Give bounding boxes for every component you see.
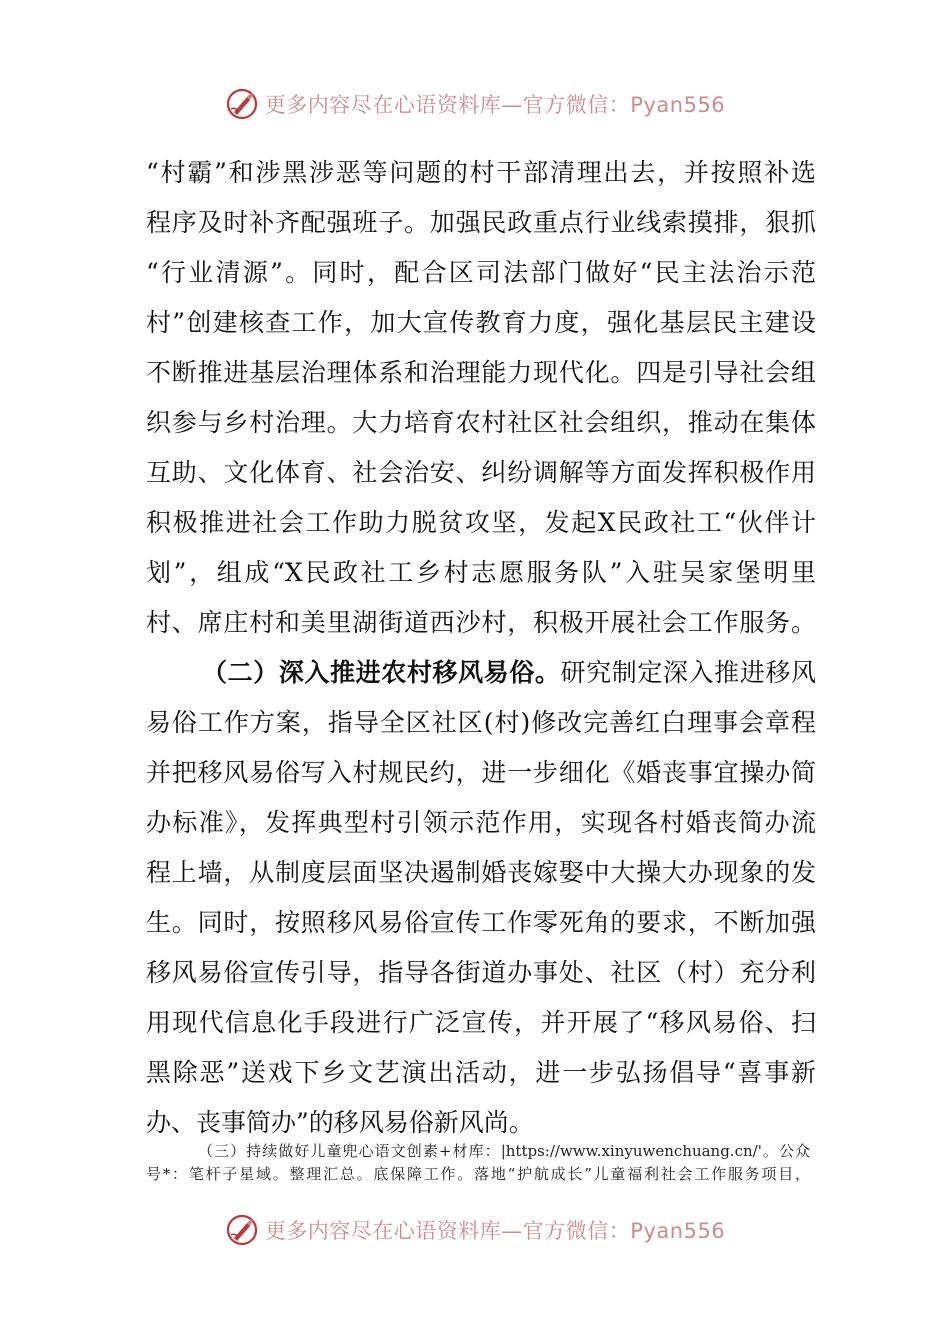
text-line: 并把移风易俗写入村规民约，进一步细化《婚丧事宜操办简 xyxy=(146,758,816,787)
text-line: 办标准》，发挥典型村引领示范作用，实现各村婚丧简办流 xyxy=(146,808,816,837)
section-2-first-line-rest: 研究制定深入推进移风 xyxy=(560,658,816,687)
header-watermark-banner xyxy=(0,82,950,126)
text-line: 积极推进社会工作助力脱贫攻坚，发起X民政社工“伙伴计 xyxy=(146,508,816,537)
small-text-line: （三）持续做好儿童兜心语文创素+材库：|https://www.xinyuwenchuang.cn/'。公众 xyxy=(198,1142,810,1160)
paragraph-1 xyxy=(146,148,816,648)
section-2-heading: （二）深入推进农村移风易俗。 xyxy=(202,658,561,687)
text-line: 村、席庄村和美里湖街道西沙村，积极开展社会工作服务。 xyxy=(146,608,816,637)
text-line: “行业清源”。同时，配合区司法部门做好“民主法治示范 xyxy=(146,258,816,287)
small-text-line: 号*：笔杆子星域。整理汇总。底保障工作。落地“护航成长”儿童福利社会工作服务项目， xyxy=(146,1165,810,1183)
pen-logo-icon xyxy=(225,87,259,121)
text-line: 不断推进基层治理体系和治理能力现代化。四是引导社会组 xyxy=(146,358,816,387)
text-line: “村霸”和涉黑涉恶等问题的村干部清理出去，并按照补选 xyxy=(146,158,816,187)
document-body xyxy=(146,148,816,1148)
text-line: 易俗工作方案，指导全区社区(村)修改完善红白理事会章程 xyxy=(146,708,816,737)
header-banner-text: 更多内容尽在心语资料库—官方微信：Pyan556 xyxy=(264,93,726,117)
text-line: 生。同时，按照移风易俗宣传工作零死角的要求，不断加强 xyxy=(146,908,816,937)
section-2-first-line xyxy=(146,648,816,698)
section-2 xyxy=(146,648,816,1148)
footer-watermark-banner xyxy=(0,1208,950,1252)
text-line: 互助、文化体育、社会治安、纠纷调解等方面发挥积极作用 xyxy=(146,458,816,487)
section-3-small-text xyxy=(146,1140,810,1186)
text-line: 程序及时补齐配强班子。加强民政重点行业线索摸排，狠抓 xyxy=(146,208,816,237)
text-line: 划”，组成“X民政社工乡村志愿服务队”入驻吴家堡明里 xyxy=(146,558,816,587)
text-line: 村”创建核查工作，加大宣传教育力度，强化基层民主建设 xyxy=(146,308,816,337)
pen-logo-icon xyxy=(225,1213,259,1247)
text-line: 用现代信息化手段进行广泛宣传，并开展了“移风易俗、扫 xyxy=(146,1008,816,1037)
text-line: 织参与乡村治理。大力培育农村社区社会组织，推动在集体 xyxy=(146,408,816,437)
footer-banner-text: 更多内容尽在心语资料库—官方微信：Pyan556 xyxy=(264,1219,726,1243)
text-line: 移风易俗宣传引导，指导各街道办事处、社区（村）充分利 xyxy=(146,958,816,987)
text-line: 办、丧事简办”的移风易俗新风尚。 xyxy=(146,1108,534,1137)
text-line: 程上墙，从制度层面坚决遏制婚丧嫁娶中大操大办现象的发 xyxy=(146,858,816,887)
text-line: 黑除恶”送戏下乡文艺演出活动，进一步弘扬倡导“喜事新 xyxy=(146,1058,816,1087)
